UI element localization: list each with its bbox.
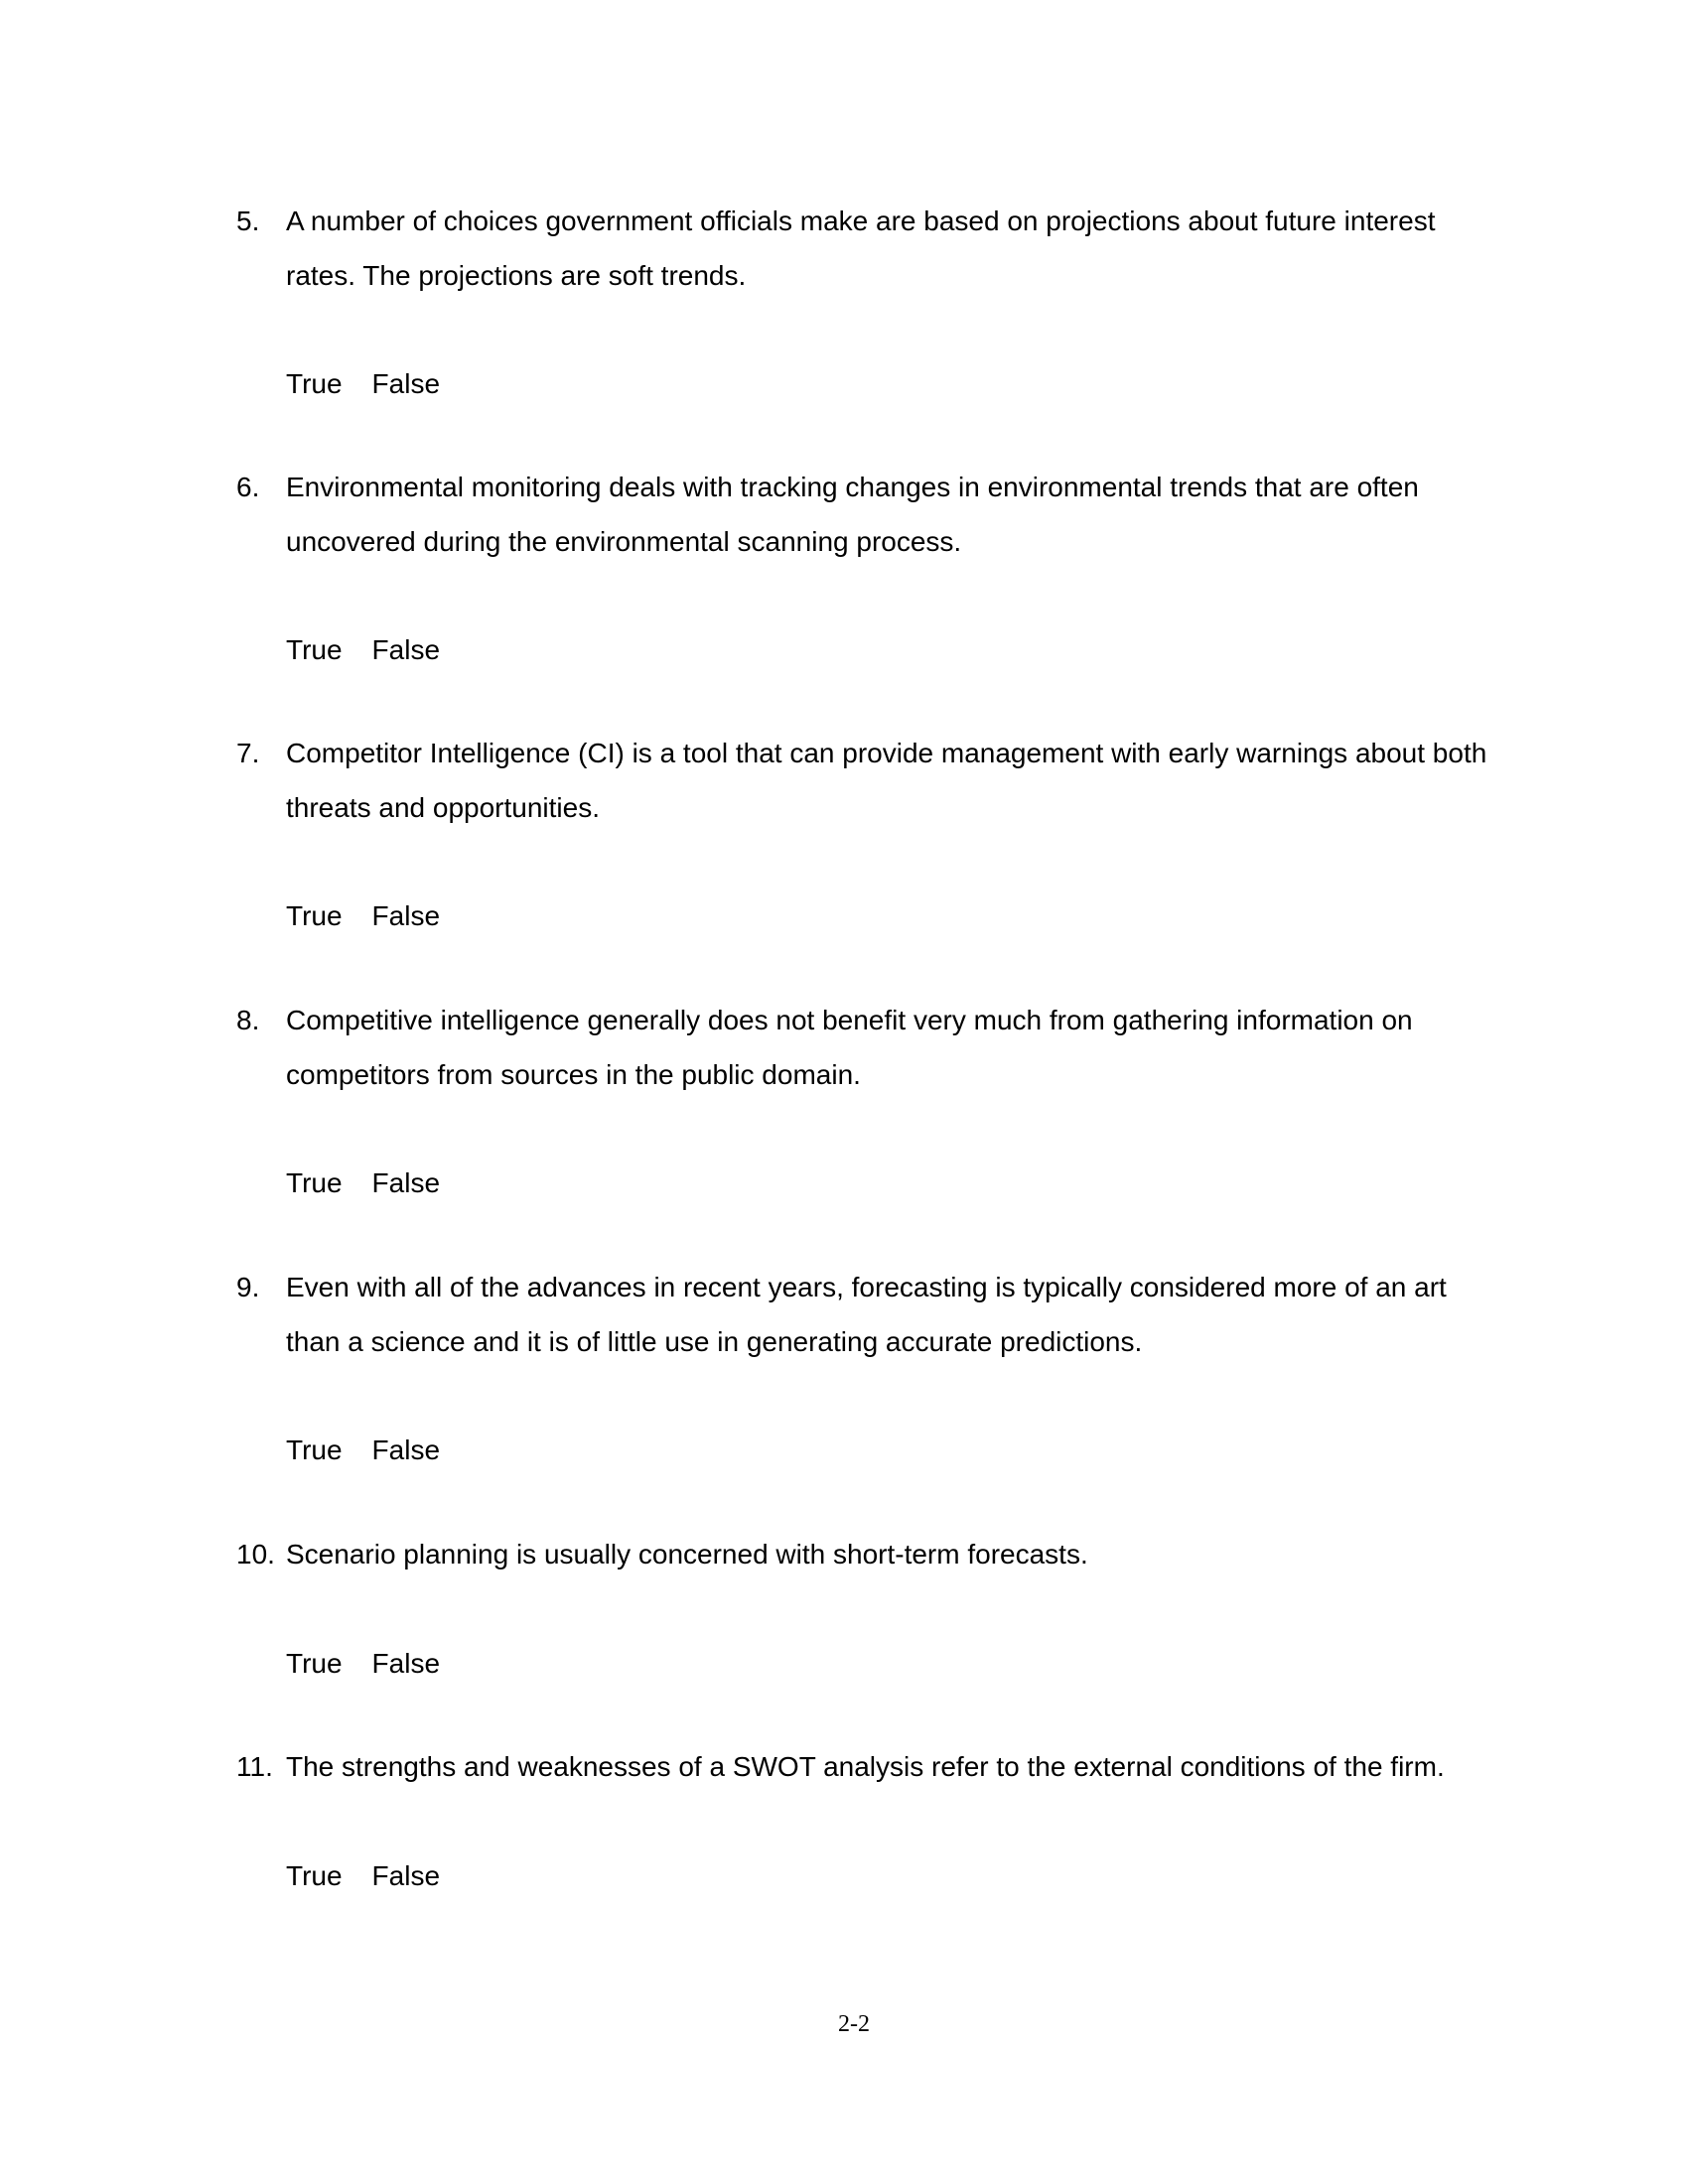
choice-false[interactable]: False bbox=[371, 900, 441, 931]
choice-false[interactable]: False bbox=[371, 634, 441, 665]
choice-true[interactable]: True bbox=[286, 1860, 343, 1891]
question-text: The strengths and weaknesses of a SWOT analysis refer to the external conditions of the firm. bbox=[286, 1751, 1445, 1782]
question-text: Environmental monitoring deals with tracking changes in environmental trends that are often uncovered during the environmental scanning process. bbox=[286, 472, 1419, 557]
answer-choices bbox=[286, 1644, 440, 1684]
choice-true[interactable]: True bbox=[286, 634, 343, 665]
question-number: 7. bbox=[236, 738, 260, 768]
choice-true[interactable]: True bbox=[286, 1648, 343, 1679]
question-text: Competitive intelligence generally does not benefit very much from gathering information on competitors from sources in the public domain. bbox=[286, 1005, 1413, 1090]
choice-true[interactable]: True bbox=[286, 1167, 343, 1198]
question-text: Scenario planning is usually concerned with short-term forecasts. bbox=[286, 1539, 1088, 1570]
answer-choices bbox=[286, 896, 440, 936]
choice-false[interactable]: False bbox=[371, 1860, 441, 1891]
choice-true[interactable]: True bbox=[286, 1434, 343, 1465]
answer-choices bbox=[286, 1163, 440, 1203]
answer-choices bbox=[286, 1856, 440, 1896]
choice-false[interactable]: False bbox=[371, 1648, 441, 1679]
choice-true[interactable]: True bbox=[286, 368, 343, 399]
choice-false[interactable]: False bbox=[371, 1434, 441, 1465]
question-text: A number of choices government officials make are based on projections about future interest rates. The projections are soft trends. bbox=[286, 205, 1436, 291]
question-number: 5. bbox=[236, 205, 260, 236]
question-text: Even with all of the advances in recent years, forecasting is typically considered more of an art than a science and it is of little use in generating accurate predictions. bbox=[286, 1272, 1447, 1357]
choice-false[interactable]: False bbox=[371, 368, 441, 399]
question-number: 10. bbox=[236, 1539, 275, 1570]
choice-false[interactable]: False bbox=[371, 1167, 441, 1198]
choice-true[interactable]: True bbox=[286, 900, 343, 931]
page-number: 2-2 bbox=[838, 2011, 870, 2037]
question-number: 8. bbox=[236, 1005, 260, 1035]
answer-choices bbox=[286, 630, 440, 670]
question-number: 9. bbox=[236, 1272, 260, 1302]
question-number: 6. bbox=[236, 472, 260, 502]
question-text: Competitor Intelligence (CI) is a tool that can provide management with early warnings about both threats and opportunities. bbox=[286, 738, 1487, 823]
question-number: 11. bbox=[236, 1751, 273, 1782]
answer-choices bbox=[286, 364, 440, 404]
answer-choices bbox=[286, 1431, 440, 1470]
